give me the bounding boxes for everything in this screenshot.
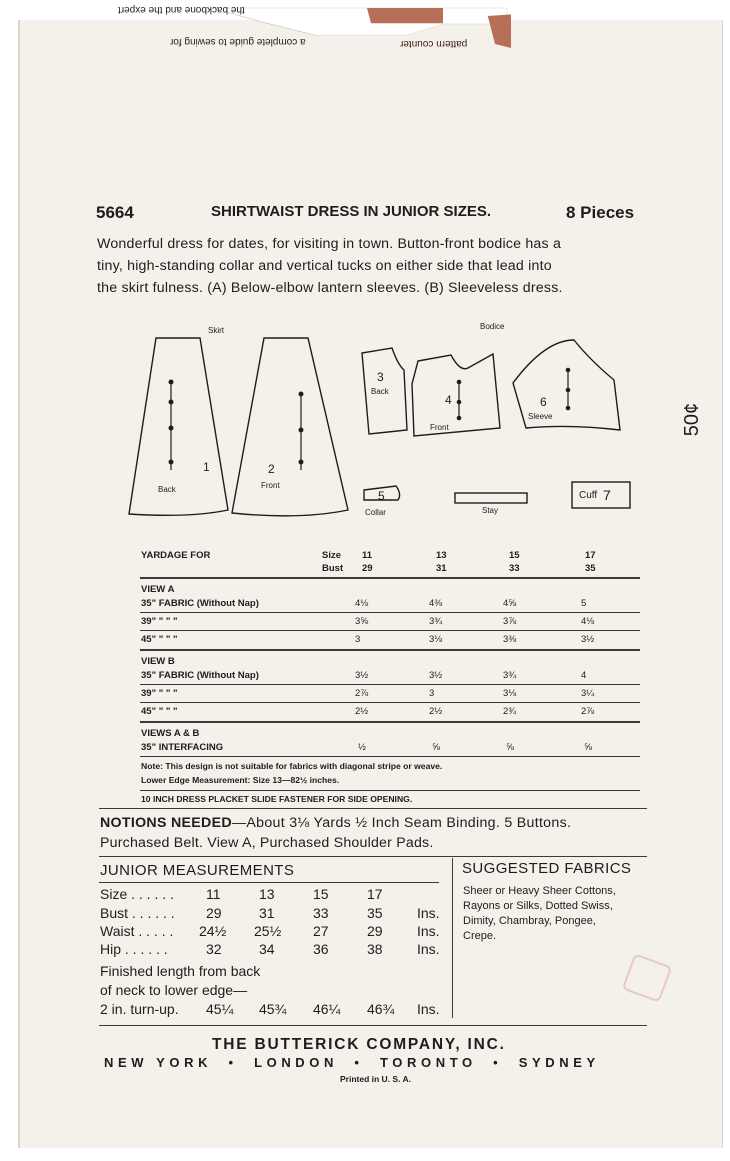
- pattern-piece-diagram: [0, 310, 730, 540]
- yardage-size-15: 15: [509, 550, 520, 561]
- stay-label: Stay: [482, 506, 499, 515]
- fabrics-line: Rayons or Silks, Dotted Swiss,: [463, 900, 613, 912]
- cell: 4⅛: [581, 616, 595, 627]
- fabrics-line: Crepe.: [463, 930, 497, 942]
- yardage-heading: YARDAGE FOR: [141, 550, 211, 561]
- skirt-front-number: 2: [268, 462, 275, 476]
- description-line-1: Wonderful dress for dates, for visiting in town. Button-front bodice has a: [97, 236, 562, 252]
- cell: 3: [355, 634, 361, 645]
- cell: 3⅝: [355, 616, 369, 627]
- notions-heading: NOTIONS NEEDED: [100, 815, 232, 831]
- cell: 3¾: [429, 616, 443, 627]
- row-rule: [99, 808, 647, 809]
- cell: 2⅞: [355, 688, 369, 699]
- meas-cell: 36: [313, 941, 329, 957]
- group-title-view-b: VIEW B: [141, 656, 175, 667]
- footer-rule: [99, 1025, 647, 1026]
- sleeve-label: Sleeve: [528, 412, 553, 421]
- row-rule: [140, 630, 640, 631]
- yardage-size-17: 17: [585, 550, 596, 561]
- cell: 3: [429, 688, 435, 699]
- meas-cell: 34: [259, 941, 275, 957]
- yardage-bust-29: 29: [362, 563, 373, 574]
- cuff-number: 7: [603, 487, 611, 503]
- cell: 3⅛: [503, 688, 517, 699]
- yardage-size-13: 13: [436, 550, 447, 561]
- measurements-rule: [99, 882, 439, 883]
- notions-line-1: [100, 815, 571, 831]
- row-label: 39" " " ": [141, 688, 178, 699]
- row-label: 39" " " ": [141, 616, 178, 627]
- skirt-front-label: Front: [261, 481, 280, 490]
- pattern-title: SHIRTWAIST DRESS IN JUNIOR SIZES.: [211, 203, 492, 220]
- cell: 3½: [581, 634, 595, 645]
- notions-text-1: —About 3⅛ Yards ½ Inch Seam Binding. 5 Buttons.: [231, 815, 572, 831]
- row-label: 45" " " ": [141, 634, 178, 645]
- meas-cell: 17: [367, 886, 383, 902]
- meas-unit: Ins.: [417, 923, 440, 939]
- meas-cell: 38: [367, 941, 383, 957]
- row-rule: [140, 612, 640, 613]
- cuff-label: Cuff: [579, 490, 598, 501]
- row-label: 35" FABRIC (Without Nap): [141, 670, 259, 681]
- length-value: 46¾: [367, 1001, 395, 1017]
- cell: 3¾: [503, 670, 517, 681]
- yardage-bust-35: 35: [585, 563, 596, 574]
- row-rule: [140, 756, 640, 757]
- company-name: THE BUTTERICK COMPANY, INC.: [212, 1036, 506, 1053]
- meas-cell: 35: [367, 905, 383, 921]
- meas-cell: 25½: [254, 923, 282, 939]
- cell: 4⅝: [503, 598, 517, 609]
- cell: ⅝: [432, 742, 440, 753]
- yardage-note: Note: This design is not suitable for fabrics with diagonal stripe or weave.: [141, 761, 443, 771]
- flap-text-1: the backbone and the expert: [118, 4, 245, 15]
- collar-number: 5: [378, 489, 385, 503]
- length-line-1: Finished length from back: [100, 963, 261, 979]
- column-divider: [452, 858, 453, 1018]
- row-rule: [140, 702, 640, 703]
- size-label: Size: [322, 550, 342, 561]
- lower-edge-note: Lower Edge Measurement: Size 13—82½ inches.: [141, 775, 340, 785]
- meas-label: Waist . . . . .: [100, 923, 174, 939]
- meas-cell: 32: [206, 941, 222, 957]
- yardage-bust-33: 33: [509, 563, 520, 574]
- meas-cell: 13: [259, 886, 275, 902]
- cell: 3¼: [581, 688, 595, 699]
- row-rule: [140, 649, 640, 651]
- cell: 3⅛: [429, 634, 443, 645]
- meas-label: Bust . . . . . .: [100, 905, 175, 921]
- stay-piece: [455, 493, 527, 503]
- price-label: 50¢: [681, 402, 704, 437]
- meas-label: Size . . . . . .: [100, 886, 174, 902]
- bodice-front-label: Front: [430, 423, 449, 432]
- length-value: 45¾: [259, 1001, 287, 1017]
- company-cities: NEW YORK • LONDON • TORONTO • SYDNEY: [104, 1055, 600, 1070]
- bust-label: Bust: [322, 563, 344, 574]
- length-unit: Ins.: [417, 1001, 440, 1017]
- bodice-front-number: 4: [445, 393, 452, 407]
- row-label: 35" FABRIC (Without Nap): [141, 598, 259, 609]
- description-line-2: tiny, high-standing collar and vertical tucks on either side that lead into: [97, 258, 552, 274]
- pattern-number: 5664: [96, 203, 134, 222]
- flap-band-text: pattern counter: [400, 38, 468, 49]
- table-rule: [140, 577, 640, 579]
- envelope-flap: [0, 0, 730, 48]
- cell: ½: [358, 742, 366, 753]
- fastener-note: 10 INCH DRESS PLACKET SLIDE FASTENER FOR SIDE OPENING.: [141, 794, 413, 804]
- cell: 2½: [429, 706, 443, 717]
- notions-line-2: Purchased Belt. View A, Purchased Shoulder Pads.: [100, 835, 434, 851]
- meas-cell: 15: [313, 886, 329, 902]
- length-value: 45¼: [206, 1001, 234, 1017]
- cell: 3⅞: [503, 616, 517, 627]
- meas-unit: Ins.: [417, 905, 440, 921]
- meas-label: Hip . . . . . .: [100, 941, 168, 957]
- collar-label: Collar: [365, 508, 386, 517]
- printed-in: Printed in U. S. A.: [340, 1074, 411, 1084]
- cell: 3½: [355, 670, 369, 681]
- cell: 2½: [355, 706, 369, 717]
- skirt-back-label: Back: [158, 485, 176, 494]
- meas-cell: 33: [313, 905, 329, 921]
- flap-text-2: a complete guide to sewing for: [170, 36, 306, 47]
- meas-cell: 29: [367, 923, 383, 939]
- meas-cell: 27: [313, 923, 329, 939]
- row-rule: [140, 684, 640, 685]
- bodice-front-piece: [412, 354, 500, 436]
- meas-cell: 29: [206, 905, 222, 921]
- bodice-heading: Bodice: [480, 322, 505, 331]
- meas-cell: 11: [206, 886, 221, 902]
- red-band-corner: [488, 14, 511, 48]
- cell: 5: [581, 598, 587, 609]
- row-label: 35" INTERFACING: [141, 742, 224, 753]
- group-title-view-a: VIEW A: [141, 584, 175, 595]
- cell: 2⅞: [581, 706, 595, 717]
- bodice-back-number: 3: [377, 370, 384, 384]
- cell: 4⅛: [355, 598, 369, 609]
- meas-cell: 24½: [199, 923, 227, 939]
- skirt-heading: Skirt: [208, 326, 224, 335]
- fabrics-line: Dimity, Chambray, Pongee,: [463, 915, 596, 927]
- row-rule: [140, 790, 640, 791]
- group-title-views-ab: VIEWS A & B: [141, 728, 200, 739]
- measurements-heading: JUNIOR MEASUREMENTS: [100, 862, 295, 879]
- meas-cell: 31: [259, 905, 275, 921]
- skirt-front-piece: [232, 338, 348, 516]
- row-rule: [140, 721, 640, 723]
- sleeve-number: 6: [540, 395, 547, 409]
- fabrics-line: Sheer or Heavy Sheer Cottons,: [463, 885, 616, 897]
- fabrics-heading: SUGGESTED FABRICS: [462, 860, 632, 877]
- yardage-bust-31: 31: [436, 563, 447, 574]
- cell: ⅝: [584, 742, 592, 753]
- cell: ⅝: [506, 742, 514, 753]
- cell: 3⅜: [503, 634, 517, 645]
- cell: 3½: [429, 670, 443, 681]
- skirt-back-number: 1: [203, 460, 210, 474]
- row-label: 45" " " ": [141, 706, 178, 717]
- section-rule: [99, 856, 647, 857]
- cell: 4: [581, 670, 587, 681]
- length-value: 46¼: [313, 1001, 341, 1017]
- yardage-size-11: 11: [362, 550, 373, 561]
- skirt-back-piece: [129, 338, 228, 515]
- red-band: [367, 8, 443, 23]
- length-label: 2 in. turn-up.: [100, 1001, 179, 1017]
- description-line-3: the skirt fulness. (A) Below-elbow lantern sleeves. (B) Sleeveless dress.: [97, 280, 563, 296]
- length-line-2: of neck to lower edge—: [100, 982, 248, 998]
- cell: 2¾: [503, 706, 517, 717]
- piece-count: 8 Pieces: [566, 203, 635, 222]
- bodice-back-label: Back: [371, 387, 389, 396]
- cell: 4⅜: [429, 598, 443, 609]
- meas-unit: Ins.: [417, 941, 440, 957]
